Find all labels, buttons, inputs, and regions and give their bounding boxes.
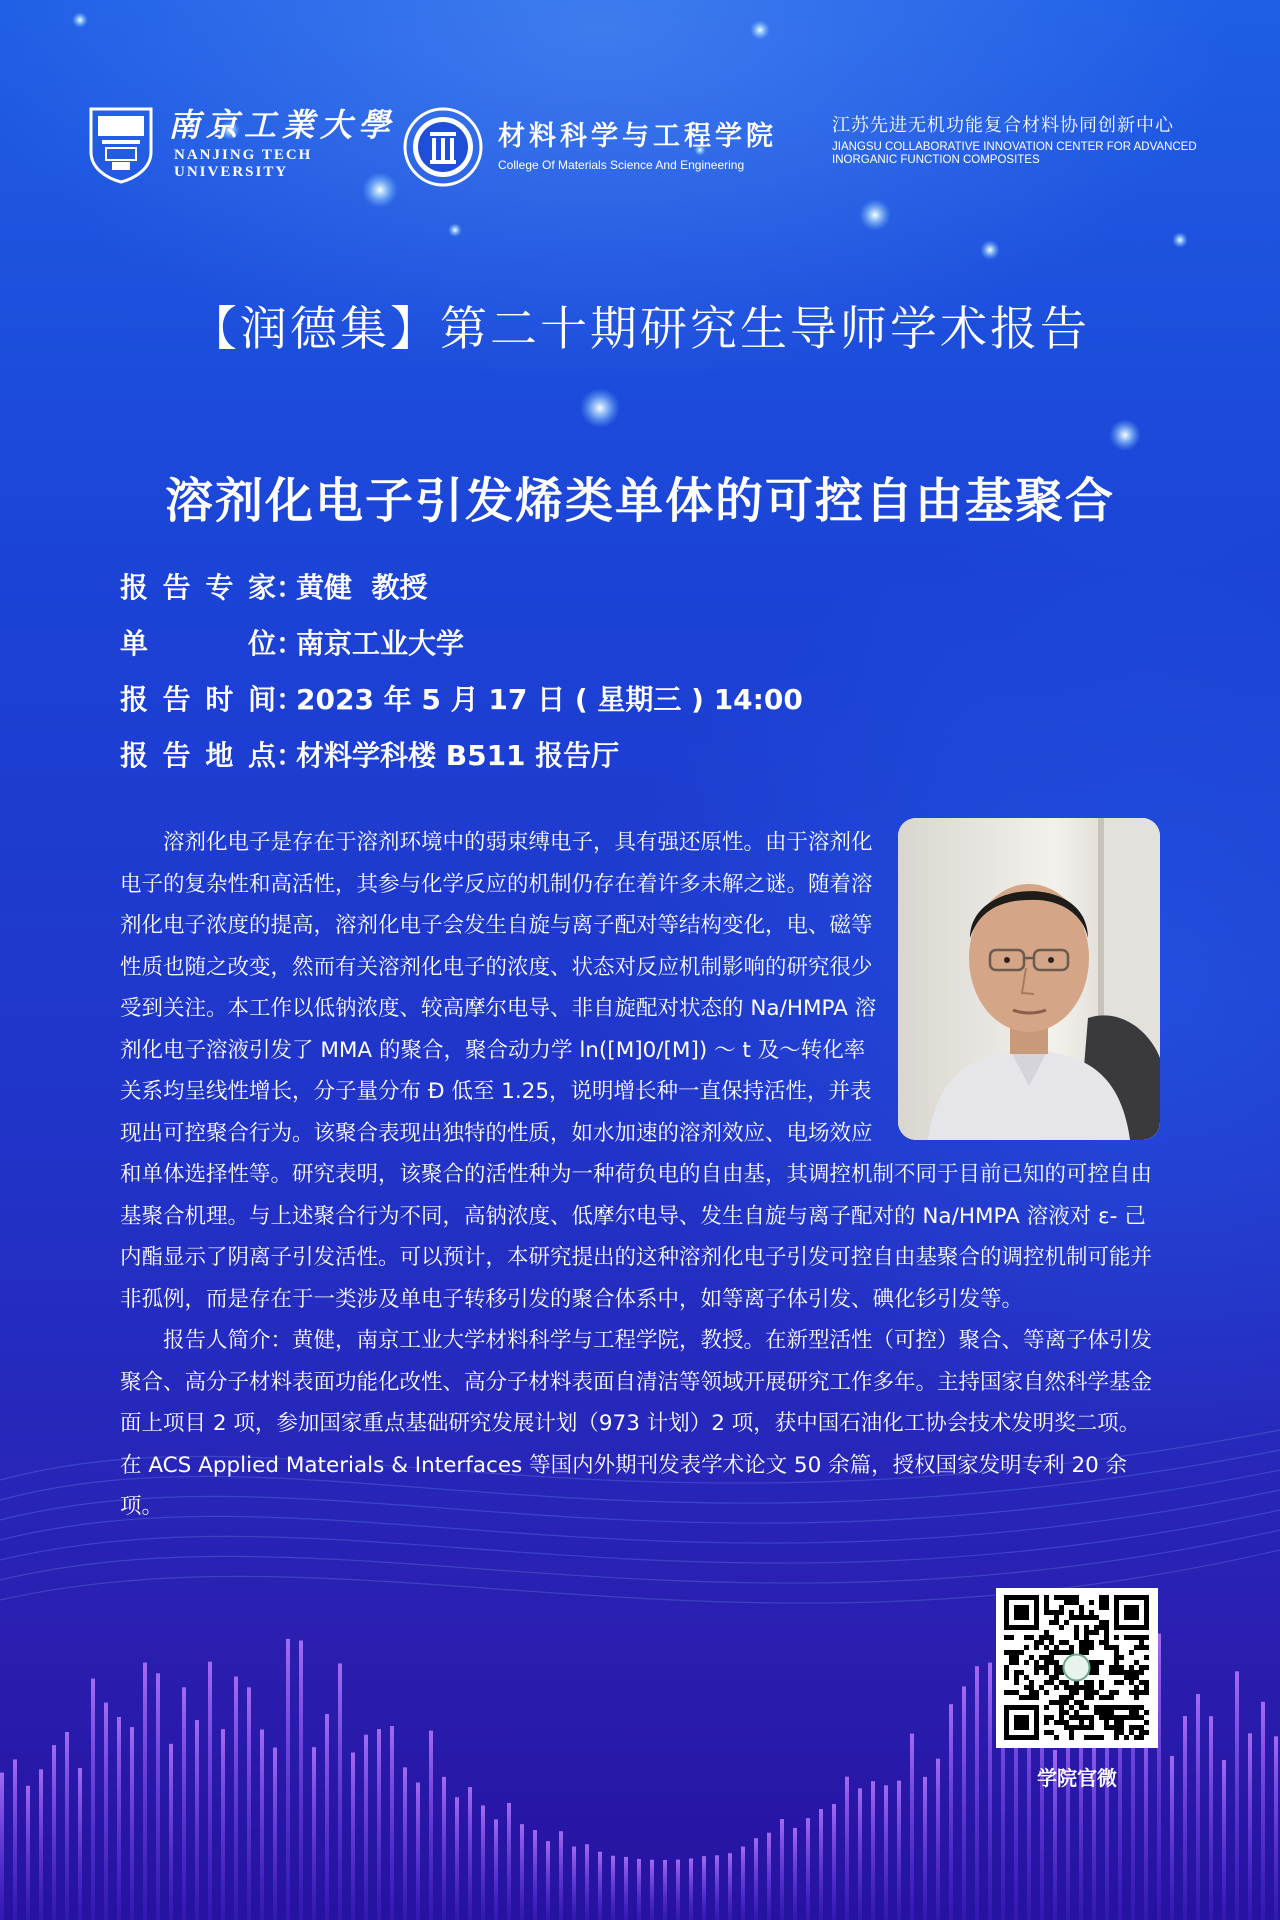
- college-name-en: College Of Materials Science And Engineering: [498, 157, 745, 172]
- center-logo: [832, 117, 1197, 167]
- speaker-bio-text: 报告人简介：黄健，南京工业大学材料科学与工程学院，教授。在新型活性（可控）聚合、等离子体引发聚合、高分子材料表面功能化改性、高分子材料表面自清洁等领域开展研究工作多年。主持国家自然科学基金面上项目 2 项，参加国家重点基础研究发展计划（973 计划）2 项，获中国石油化工协会技术发明奖二项。在 ACS Applied Materials & Interfaces 等国内外期刊发表学术论文 50 余篇，授权国家发明专利 20 余项。: [120, 1328, 1153, 1519]
- center-name-en-1: JIANGSU COLLABORATIVE INNOVATION CENTER FOR ADVANCED: [832, 141, 1197, 153]
- info-value-time: 2023 年 5 月 17 日 ( 星期三 ) 14:00: [296, 683, 803, 716]
- info-colon: ：: [276, 627, 305, 660]
- speaker-photo: [898, 818, 1160, 1140]
- abstract-section: [120, 822, 1160, 1528]
- college-name-cn: 材料科学与工程学院: [498, 120, 777, 152]
- university-shield-icon: [88, 106, 154, 184]
- info-colon: ：: [276, 683, 305, 716]
- university-name-en-2: UNIVERSITY: [174, 164, 289, 180]
- info-row-affiliation: [120, 616, 803, 672]
- qr-code[interactable]: [996, 1588, 1158, 1748]
- info-row-location: [120, 728, 803, 784]
- series-title: 【润德集】第二十期研究生导师学术报告: [190, 302, 1090, 357]
- report-title: 溶剂化电子引发烯类单体的可控自由基聚合: [164, 473, 1115, 529]
- qr-caption: 学院官微: [1037, 1766, 1117, 1790]
- qr-code-icon: [996, 1588, 1158, 1748]
- info-colon: ：: [276, 571, 305, 604]
- info-label: 报告地点: [120, 739, 276, 772]
- report-info: [120, 560, 803, 784]
- info-row-speaker: [120, 560, 803, 616]
- university-name-cn: 南京工業大學: [168, 106, 397, 144]
- college-emblem-icon: [402, 106, 484, 188]
- center-name-en-2: INORGANIC FUNCTION COMPOSITES: [832, 154, 1040, 166]
- info-colon: ：: [276, 739, 305, 772]
- info-value-location: 材料学科楼 B511 报告厅: [296, 739, 620, 772]
- speaker-portrait-image: [898, 818, 1160, 1140]
- college-logo: [402, 106, 777, 188]
- info-value-speaker: 黄健 教授: [296, 571, 428, 604]
- university-name-en-1: NANJING TECH: [174, 147, 313, 163]
- university-logo: [88, 106, 396, 184]
- info-value-affiliation: 南京工业大学: [296, 627, 465, 660]
- abstract-text: 溶剂化电子是存在于溶剂环境中的弱束缚电子，具有强还原性。由于溶剂化电子的复杂性和高活性，其参与化学反应的机制仍存在着许多未解之谜。随着溶剂化电子浓度的提高，溶剂化电子会发生自旋与离子配对等结构变化，电、磁等性质也随之改变，然而有关溶剂化电子的浓度、状态对反应机制影响的研究很少受到关注。本工作以低钠浓度、较高摩尔电导、非自旋配对状态的 Na/HMPA 溶剂化电子溶液引发了 MMA 的聚合，聚合动力学 ln([M]0/[M]) ～ t 及～转化率关系均呈线性增长，分子量分布 Ð 低至 1.25，说明增长种一直保持活性，并表现出可控聚合行为。该聚合表现出独特的性质，如水加速的溶剂效应、电场效应和单体选择性等。研究表明，该聚合的活性种为一种荷负电的自由基，其调控机制不同于目前已知的可控自由基聚合机理。与上述聚合行为不同，高钠浓度、低摩尔电导、发生自旋与离子配对的 Na/HMPA 溶液对 ε- 己内酯显示了阴离子引发活性。可以预计，本研究提出的这种溶剂化电子引发可控自由基聚合的调控机制可能并非孤例，而是存在于一类涉及单电子转移引发的聚合体系中，如等离子体引发、碘化钐引发等。: [120, 830, 1153, 1312]
- info-label: 单位: [120, 627, 276, 660]
- info-label: 报告专家: [120, 571, 276, 604]
- info-row-time: [120, 672, 803, 728]
- info-label: 报告时间: [120, 683, 276, 716]
- center-name-cn: 江苏先进无机功能复合材料协同创新中心: [832, 115, 1174, 136]
